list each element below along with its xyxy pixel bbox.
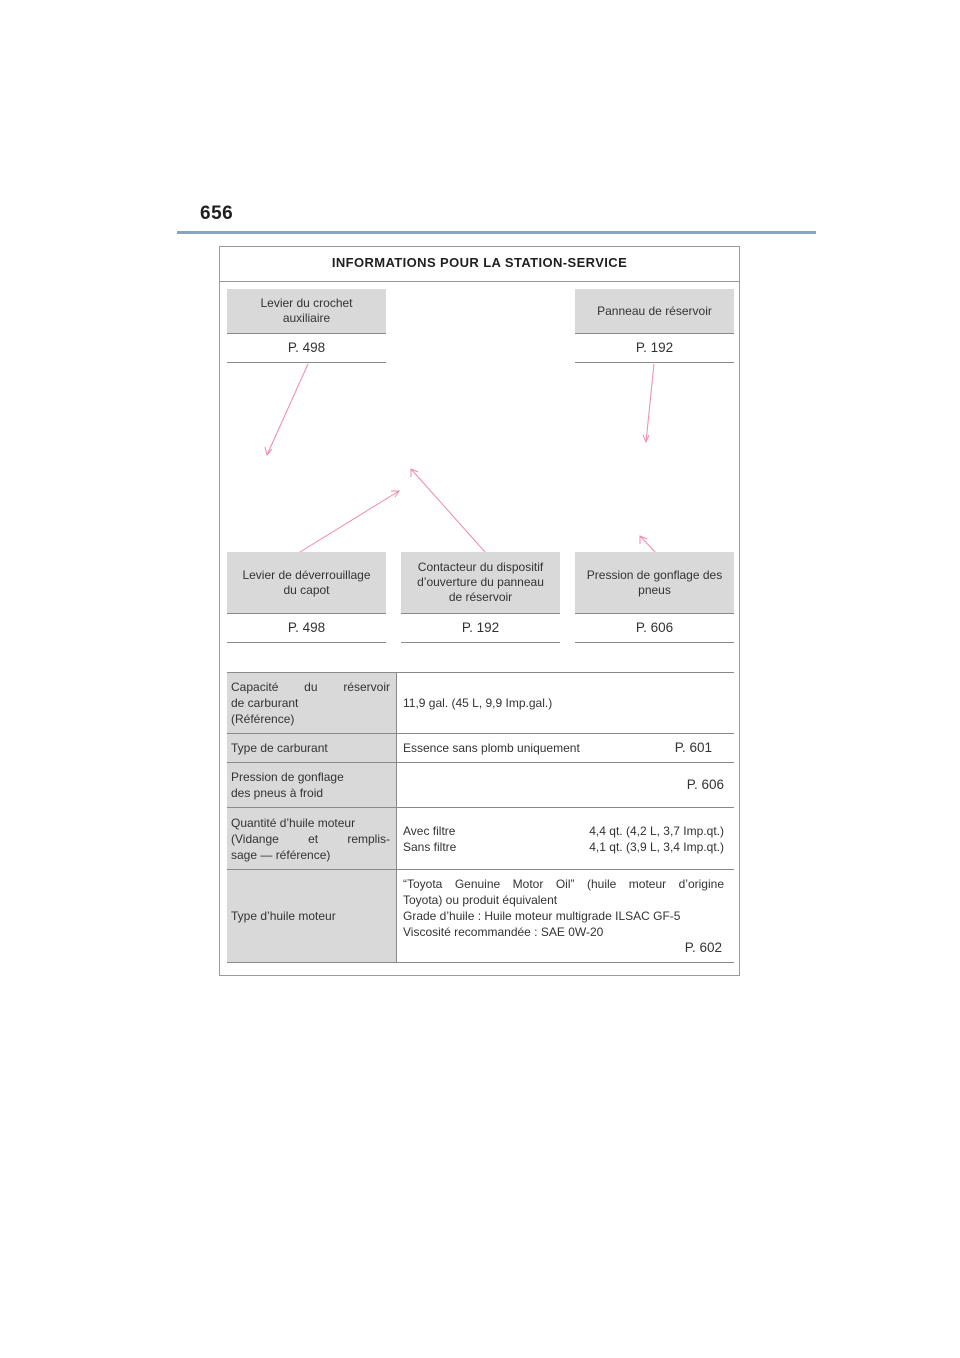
page-reference-link[interactable]: P. 498 — [227, 334, 386, 363]
callout-fuel-door — [575, 289, 734, 334]
table-row — [227, 808, 734, 870]
spec-value-text: Essence sans plomb uniquement — [403, 741, 580, 755]
callout-label-line: Levier de déverrouillage — [242, 567, 371, 582]
page-reference-link[interactable]: P. 606 — [397, 763, 735, 808]
page-reference-link[interactable]: P. 192 — [401, 614, 560, 643]
spec-value-line: Grade d’huile : Huile moteur multigrade ILSAC GF-5 — [403, 909, 681, 923]
oil-with-filter-value: 4,4 qt. (4,2 L, 3,7 Imp.qt.) — [589, 823, 724, 838]
table-row — [227, 870, 734, 963]
spec-label: Type d’huile moteur — [227, 870, 397, 963]
callout-auxiliary-hook — [227, 289, 386, 334]
spec-label — [227, 673, 397, 734]
spec-label-line: de carburant — [231, 696, 299, 710]
spec-label — [227, 763, 397, 808]
spec-label-line: Capacité du réservoir — [231, 680, 390, 694]
section-title: INFORMATIONS POUR LA STATION-SERVICE — [219, 246, 740, 282]
spec-label-line: des pneus à froid — [231, 786, 324, 800]
callout-label-line: pneus — [638, 582, 671, 597]
spec-label-line: (Référence) — [231, 712, 295, 726]
spec-label-line: sage — référence) — [231, 847, 331, 862]
table-row — [227, 673, 734, 734]
callout-label-line: Panneau de réservoir — [597, 303, 712, 318]
page-reference-link[interactable]: P. 192 — [575, 334, 734, 363]
spec-label-line: (Vidange et remplis- — [231, 831, 390, 846]
spec-value-line: Viscosité recommandée : SAE 0W-20 — [403, 925, 604, 939]
callout-label-line: de réservoir — [448, 590, 513, 604]
spec-value: 11,9 gal. (45 L, 9,9 Imp.gal.) — [397, 673, 735, 734]
spec-value — [397, 870, 735, 963]
callout-label-line: du capot — [283, 582, 330, 597]
spec-value — [397, 808, 735, 870]
spec-label-line: Pression de gonflage — [231, 770, 344, 784]
oil-without-filter-row — [403, 839, 724, 855]
page-reference-link[interactable]: P. 601 — [674, 740, 712, 755]
header-rule — [177, 231, 816, 234]
page-reference-link[interactable]: P. 498 — [227, 614, 386, 643]
spec-value-line: “Toyota Genuine Motor Oil” (huile moteur d’origine — [403, 877, 724, 891]
oil-without-filter-label: Sans filtre — [403, 839, 457, 854]
callout-label-line: Contacteur du dispositif — [417, 560, 544, 574]
callout-label-line: Levier du crochet — [260, 296, 353, 310]
oil-with-filter-label: Avec filtre — [403, 823, 456, 838]
oil-with-filter-row — [403, 823, 724, 839]
callout-tire-pressure — [575, 552, 734, 614]
page-reference-link[interactable]: P. 602 — [684, 940, 722, 955]
table-row — [227, 734, 734, 763]
spec-label — [227, 808, 397, 870]
specifications-table — [227, 672, 734, 963]
spec-value-line: Toyota) ou produit équivalent — [403, 893, 558, 907]
callout-hood-release — [227, 552, 386, 614]
page-number: 656 — [200, 203, 234, 224]
table-row — [227, 763, 734, 808]
spec-value — [397, 734, 735, 763]
callout-fuel-door-opener — [401, 552, 560, 614]
spec-label: Type de carburant — [227, 734, 397, 763]
page-reference-link[interactable]: P. 606 — [575, 614, 734, 643]
oil-without-filter-value: 4,1 qt. (3,9 L, 3,4 Imp.qt.) — [589, 839, 724, 854]
callout-label-line: auxiliaire — [282, 311, 331, 325]
callout-label-line: Pression de gonflage des — [586, 567, 723, 582]
callout-label-line: d’ouverture du panneau — [417, 575, 544, 589]
spec-label-line: Quantité d’huile moteur — [231, 815, 356, 830]
